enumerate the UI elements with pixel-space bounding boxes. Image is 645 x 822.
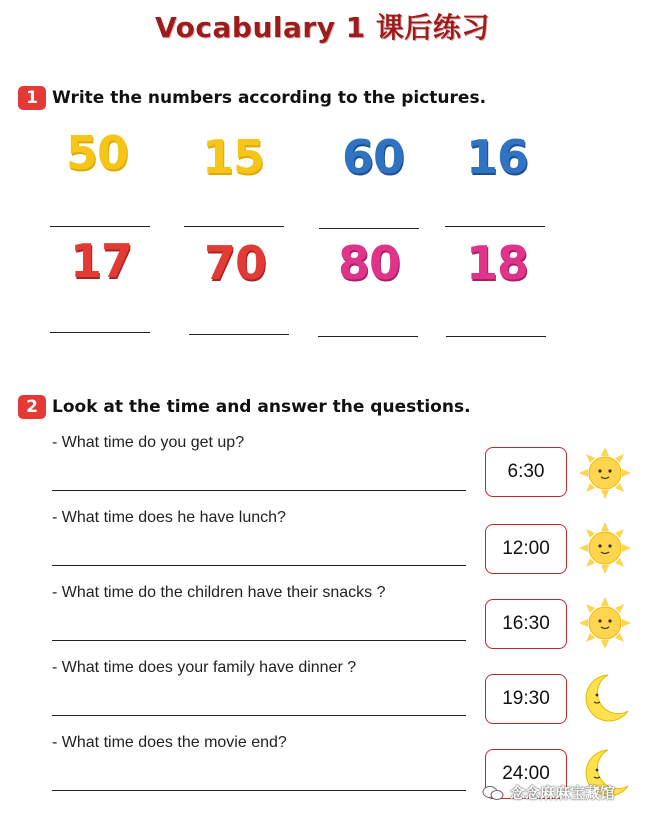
answer-line[interactable] xyxy=(52,790,466,791)
section-1-instruction: Write the numbers according to the pictures. xyxy=(52,88,487,108)
number-picture: 16 xyxy=(465,130,528,184)
section-2-instruction: Look at the time and answer the questions. xyxy=(52,397,471,417)
section-2-header xyxy=(18,395,471,419)
sun-icon xyxy=(578,596,632,650)
number-picture: 18 xyxy=(465,236,528,290)
number-picture: 15 xyxy=(201,130,264,184)
answer-blank[interactable] xyxy=(446,336,546,337)
answer-blank[interactable] xyxy=(319,228,419,229)
section-1-badge: 1 xyxy=(18,86,46,110)
answer-line[interactable] xyxy=(52,715,466,716)
number-picture: 50 xyxy=(65,126,128,180)
watermark-text: 念念麻麻宝藏馆 xyxy=(510,785,616,802)
answer-line[interactable] xyxy=(52,640,466,641)
time-box: 24:00 xyxy=(485,749,567,799)
number-picture: 70 xyxy=(203,236,266,290)
answer-blank[interactable] xyxy=(50,332,150,333)
section-2-badge: 2 xyxy=(18,395,46,419)
question-text: - What time does he have lunch? xyxy=(52,509,286,526)
page-title: Vocabulary 1 课后练习 xyxy=(155,11,490,44)
question-text: - What time do the children have their snacks ? xyxy=(52,584,386,601)
answer-blank[interactable] xyxy=(189,334,289,335)
time-box: 16:30 xyxy=(485,599,567,649)
answer-blank[interactable] xyxy=(318,336,418,337)
watermark xyxy=(482,782,615,803)
sun-icon xyxy=(578,446,632,500)
number-picture: 60 xyxy=(341,130,404,184)
question-text: - What time does the movie end? xyxy=(52,734,287,751)
answer-blank[interactable] xyxy=(50,226,150,227)
answer-blank[interactable] xyxy=(445,226,545,227)
question-text: - What time does your family have dinner ? xyxy=(52,659,357,676)
answer-blank[interactable] xyxy=(184,226,284,227)
time-box: 6:30 xyxy=(485,447,567,497)
time-box: 19:30 xyxy=(485,674,567,724)
wechat-icon xyxy=(482,785,504,801)
answer-line[interactable] xyxy=(52,565,466,566)
question-text: - What time do you get up? xyxy=(52,434,245,451)
number-picture: 17 xyxy=(69,234,132,288)
number-picture: 80 xyxy=(337,236,400,290)
sun-icon xyxy=(578,521,632,575)
answer-line[interactable] xyxy=(52,490,466,491)
section-1-header xyxy=(18,86,486,110)
time-box: 12:00 xyxy=(485,524,567,574)
moon-icon xyxy=(578,671,632,725)
